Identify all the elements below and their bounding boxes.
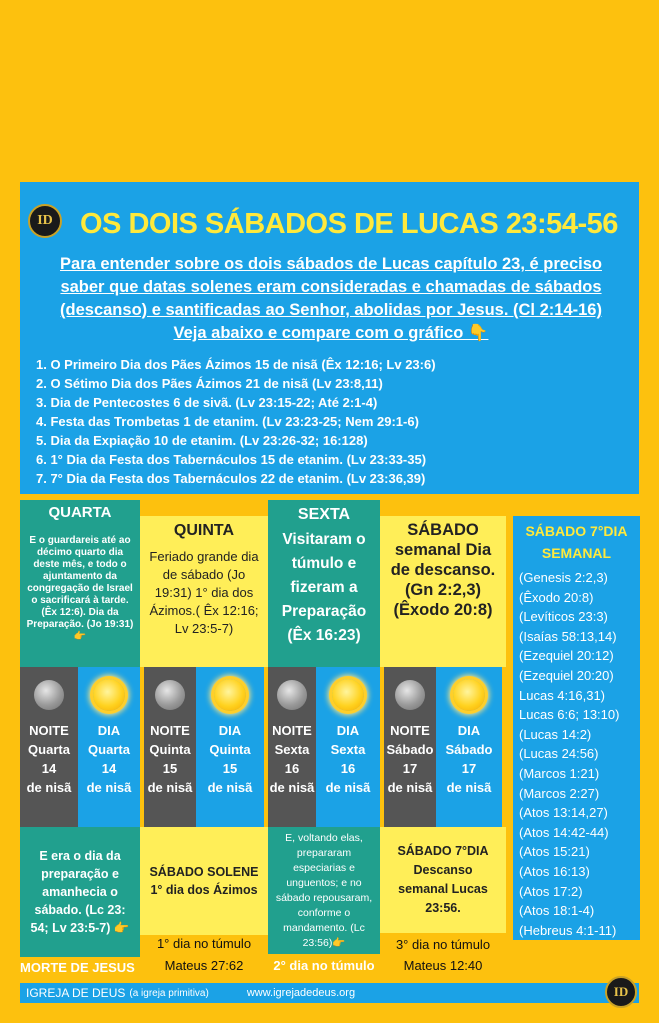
sun-icon <box>93 679 125 711</box>
day-weekday: Sábado <box>445 742 493 757</box>
list-item: 6. 1° Dia da Festa dos Tabernáculos 15 de etanim. (Lv 23:33-35) <box>36 452 427 467</box>
list-item: (Isaías 58:13,14) <box>519 628 617 644</box>
night-month: de nisã <box>387 780 433 795</box>
sabado-title: SÁBADO semanal Dia de descanso. <box>390 521 496 579</box>
night-month: de nisã <box>26 780 72 795</box>
night-month: de nisã <box>269 780 315 795</box>
list-item: 1. O Primeiro Dia dos Pães Ázimos 15 de nisã (Êx 12:16; Lv 23:6) <box>36 357 436 372</box>
list-item: (Genesis 2:2,3) <box>519 570 608 585</box>
moon-icon <box>155 680 185 710</box>
night-number: 15 <box>162 761 178 776</box>
list-item: (Atos 15:21) <box>519 844 590 860</box>
list-item: 7. 7° Dia da Festa dos Tabernáculos 22 de etanim. (Lv 23:36,39) <box>36 471 426 486</box>
footer-church-note: (a igreja primitiva) <box>129 987 209 999</box>
night-label: NOITE <box>390 723 430 738</box>
list-item: (Lucas 24:56) <box>519 746 599 762</box>
list-item: (Levíticos 23:3) <box>519 609 608 625</box>
list-item: 4. Festa das Trombetas 1 de etanim. (Lv 23:23-25; Nem 29:1-6) <box>36 414 419 429</box>
list-item: Lucas 6:6; 13:10) <box>519 707 620 723</box>
festival-list <box>36 355 636 488</box>
day-label: DIA <box>218 723 242 738</box>
sexta-night <box>268 667 316 827</box>
sun-icon <box>453 679 485 711</box>
day-number: 16 <box>340 761 356 776</box>
sabado-bottom: SÁBADO 7°DIA Descanso semanal Lucas 23:56. <box>380 827 506 933</box>
day-weekday: Sexta <box>330 742 366 757</box>
day-label: DIA <box>457 723 481 738</box>
night-label: NOITE <box>150 723 190 738</box>
sabado-semanal-panel <box>513 516 640 940</box>
list-item: (Atos 14:42-44) <box>519 824 609 840</box>
day-number: 17 <box>461 761 477 776</box>
list-item: (Lucas 14:2) <box>519 726 592 742</box>
day-label: DIA <box>97 723 121 738</box>
intro-note: Veja abaixo e compare com o gráfico 👇 <box>173 324 489 342</box>
list-item: (Atos 17:2) <box>519 883 583 899</box>
quinta-text: Feriado grande dia de sábado (Jo 19:31) 1° dia dos Ázimos.( Êx 12:16; Lv 23:5-7) <box>149 549 259 636</box>
footer-church: IGREJA DE DEUS <box>26 986 126 1000</box>
quinta-night <box>144 667 196 827</box>
quinta-bottom: SÁBADO SOLENE 1° dia dos Ázimos <box>140 827 268 935</box>
church-logo-icon: ID <box>28 204 62 238</box>
sexta-bottom: E, voltando elas, prepararam especiarias e unguentos; e no sábado repousaram, conforme o mandamento. (Lc 23:56)👉 <box>268 827 380 954</box>
list-item: 2. O Sétimo Dia dos Pães Ázimos 21 de nisã (Lv 23:8,11) <box>36 376 383 391</box>
intro-text <box>36 253 626 345</box>
sexta-text: Visitaram o túmulo e fizeram a Preparação (Êx 16:23) <box>281 531 367 644</box>
footer-url[interactable]: www.igrejadedeus.org <box>246 987 356 999</box>
sun-icon <box>214 679 246 711</box>
moon-icon <box>395 680 425 710</box>
night-number: 16 <box>284 761 300 776</box>
list-item: (Atos 13:14,27) <box>519 805 608 821</box>
list-item: (Marcos 2:27) <box>519 785 600 801</box>
sabado-day <box>436 667 502 827</box>
night-label: NOITE <box>29 723 69 738</box>
day-number: 14 <box>101 761 117 776</box>
sabado-semanal-title: SÁBADO 7°DIA SEMANAL <box>525 523 628 561</box>
night-month: de nisã <box>147 780 193 795</box>
quarta-text: E o guardareis até ao décimo quarto dia deste mês, e todo o ajuntamento da congregação de Israel o sacrificará à tarde. (Êx 12:6). Dia da Preparação. (Jo 19:31)👉 <box>26 535 134 642</box>
sexta-day <box>316 667 380 827</box>
day-month: de nisã <box>446 780 492 795</box>
page-title: OS DOIS SÁBADOS DE LUCAS 23:54-56 <box>80 208 618 240</box>
list-item: (Atos 18:1-4) <box>519 903 595 919</box>
night-day: Sexta <box>274 742 310 757</box>
night-day: Quinta <box>149 742 191 757</box>
reference-list <box>519 568 634 940</box>
sabado-tomb: 3° dia no túmulo <box>395 937 491 952</box>
quinta-day <box>196 667 264 827</box>
list-item: (Ezequiel 20:12) <box>519 648 614 664</box>
day-weekday: Quinta <box>209 742 251 757</box>
sexta-label: 2° dia no túmulo <box>273 958 375 973</box>
quinta-title: QUINTA <box>173 522 235 539</box>
quarta-bottom: E era o dia da preparação e amanhecia o sábado. (Lc 23: 54; Lv 23:5-7) 👉 <box>20 827 140 957</box>
moon-icon <box>34 680 64 710</box>
quarta-night <box>20 667 78 827</box>
sabado-night <box>384 667 436 827</box>
list-item: (Hebreus 4:1-11) <box>519 922 617 938</box>
day-weekday: Quarta <box>88 742 130 757</box>
quarta-day <box>78 667 140 827</box>
quarta-title: QUARTA <box>48 504 112 521</box>
night-number: 14 <box>41 761 57 776</box>
day-label: DIA <box>336 723 360 738</box>
quinta-label: Mateus 27:62 <box>164 958 244 973</box>
list-item: (Marcos 1:21) <box>519 765 600 781</box>
sabado-label: Mateus 12:40 <box>403 958 483 973</box>
quarta-label: MORTE DE JESUS <box>20 960 135 975</box>
footer-logo-icon: ID <box>605 976 637 1008</box>
sun-icon <box>332 679 364 711</box>
night-label: NOITE <box>272 723 312 738</box>
sabado-text: (Gn 2:2,3) (Êxodo 20:8) <box>393 581 493 619</box>
night-day: Sábado <box>386 742 434 757</box>
sexta-card <box>268 500 380 667</box>
sabado-card <box>380 516 506 667</box>
day-month: de nisã <box>86 780 132 795</box>
intro-paragraph: Para entender sobre os dois sábados de Lucas capítulo 23, é preciso saber que datas solenes eram consideradas e chamadas de sábados (descanso) e santificadas ao Senhor, abolidas por Jesus. (Cl 2:14-16) <box>60 255 602 319</box>
night-day: Quarta <box>28 742 70 757</box>
list-item: Lucas 4:16,31) <box>519 687 606 703</box>
list-item: (Ezequiel 20:20) <box>519 667 614 683</box>
sexta-title: SEXTA <box>297 506 351 523</box>
quinta-tomb: 1° dia no túmulo <box>156 936 252 951</box>
day-number: 15 <box>222 761 238 776</box>
quinta-card <box>140 516 268 667</box>
list-item: (Êxodo 20:8) <box>519 589 594 605</box>
list-item: (Atos 16:13) <box>519 863 590 879</box>
day-month: de nisã <box>207 780 253 795</box>
moon-icon <box>277 680 307 710</box>
day-month: de nisã <box>325 780 371 795</box>
list-item: 3. Dia de Pentecostes 6 de sivã. (Lv 23:15-22; Até 2:1-4) <box>36 395 378 410</box>
quarta-card <box>20 500 140 667</box>
list-item: 5. Dia da Expiação 10 de etanim. (Lv 23:26-32; 16:128) <box>36 433 368 448</box>
night-number: 17 <box>402 761 418 776</box>
footer-bar <box>20 983 639 1003</box>
